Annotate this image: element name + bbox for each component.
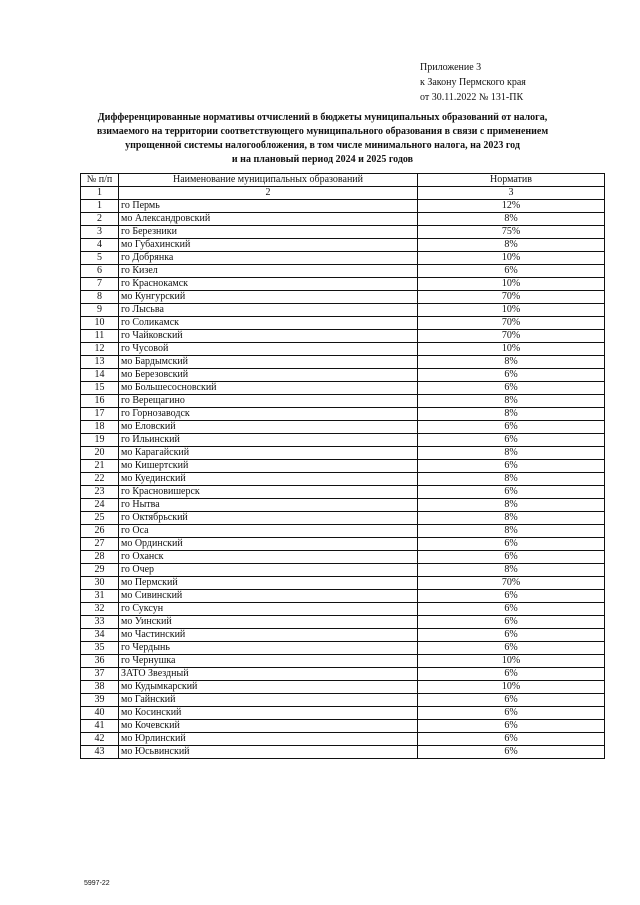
municipality-name: го Краснокамск (119, 278, 418, 291)
row-number: 36 (81, 655, 119, 668)
appendix-note (420, 60, 630, 105)
norm-value: 6% (418, 694, 605, 707)
norm-value: 6% (418, 369, 605, 382)
norm-value: 6% (418, 616, 605, 629)
row-number: 29 (81, 564, 119, 577)
row-number: 13 (81, 356, 119, 369)
municipality-name: мо Кудымкарский (119, 681, 418, 694)
table-row (81, 746, 605, 759)
row-number: 32 (81, 603, 119, 616)
norm-value: 6% (418, 642, 605, 655)
norm-value: 6% (418, 382, 605, 395)
table-row (81, 226, 605, 239)
municipality-name: мо Бардымский (119, 356, 418, 369)
row-number: 6 (81, 265, 119, 278)
table-row (81, 239, 605, 252)
norm-value: 8% (418, 213, 605, 226)
norm-value: 6% (418, 603, 605, 616)
table-row (81, 343, 605, 356)
table-row (81, 317, 605, 330)
norm-value: 10% (418, 304, 605, 317)
row-number: 15 (81, 382, 119, 395)
norm-value: 10% (418, 252, 605, 265)
table-row (81, 720, 605, 733)
appendix-law: к Закону Пермского края (420, 77, 526, 88)
norm-value: 6% (418, 421, 605, 434)
row-number: 4 (81, 239, 119, 252)
municipality-name: мо Карагайский (119, 447, 418, 460)
table-row (81, 564, 605, 577)
table-row (81, 577, 605, 590)
municipality-name: мо Пермский (119, 577, 418, 590)
municipality-name: го Верещагино (119, 395, 418, 408)
table-row (81, 733, 605, 746)
appendix-date: от 30.11.2022 № 131-ПК (420, 92, 524, 103)
row-number: 31 (81, 590, 119, 603)
column-number-1: 1 (81, 187, 119, 200)
table-row (81, 447, 605, 460)
document-title (50, 111, 595, 167)
table-row (81, 681, 605, 694)
municipality-name: мо Александровский (119, 213, 418, 226)
row-number: 28 (81, 551, 119, 564)
norm-value: 8% (418, 473, 605, 486)
norm-value: 8% (418, 525, 605, 538)
norm-value: 6% (418, 746, 605, 759)
municipality-name: го Красновишерск (119, 486, 418, 499)
table-row (81, 434, 605, 447)
municipality-name: мо Частинский (119, 629, 418, 642)
table-row (81, 512, 605, 525)
table-row (81, 213, 605, 226)
table-row (81, 252, 605, 265)
title-line-4: и на плановый период 2024 и 2025 годов (231, 154, 414, 165)
row-number: 34 (81, 629, 119, 642)
norm-value: 6% (418, 434, 605, 447)
norms-table (80, 173, 605, 759)
norm-value: 8% (418, 395, 605, 408)
row-number: 17 (81, 408, 119, 421)
table-row (81, 291, 605, 304)
table-row (81, 603, 605, 616)
row-number: 30 (81, 577, 119, 590)
municipality-name: го Оса (119, 525, 418, 538)
municipality-name: мо Кунгурский (119, 291, 418, 304)
norm-value: 70% (418, 291, 605, 304)
norm-value: 8% (418, 564, 605, 577)
table-row (81, 642, 605, 655)
table-row (81, 421, 605, 434)
row-number: 7 (81, 278, 119, 291)
row-number: 9 (81, 304, 119, 317)
municipality-name: го Лысьва (119, 304, 418, 317)
municipality-name: го Очер (119, 564, 418, 577)
table-row (81, 655, 605, 668)
row-number: 40 (81, 707, 119, 720)
norm-value: 8% (418, 356, 605, 369)
norm-value: 75% (418, 226, 605, 239)
norm-value: 12% (418, 200, 605, 213)
table-row (81, 382, 605, 395)
municipality-name: мо Сивинский (119, 590, 418, 603)
municipality-name: мо Кочевский (119, 720, 418, 733)
table-row (81, 330, 605, 343)
municipality-name: го Горнозаводск (119, 408, 418, 421)
norm-value: 10% (418, 278, 605, 291)
row-number: 24 (81, 499, 119, 512)
norm-value: 6% (418, 460, 605, 473)
norm-value: 8% (418, 447, 605, 460)
row-number: 21 (81, 460, 119, 473)
row-number: 42 (81, 733, 119, 746)
norm-value: 8% (418, 499, 605, 512)
municipality-name: мо Березовский (119, 369, 418, 382)
norm-value: 8% (418, 408, 605, 421)
column-number-2: 2 (119, 187, 418, 200)
municipality-name: мо Большесосновский (119, 382, 418, 395)
municipality-name: го Чернушка (119, 655, 418, 668)
header-municipality: Наименование муниципальных образований (119, 174, 418, 187)
row-number: 20 (81, 447, 119, 460)
municipality-name: го Оханск (119, 551, 418, 564)
norm-value: 6% (418, 538, 605, 551)
norm-value: 70% (418, 577, 605, 590)
municipality-name: го Соликамск (119, 317, 418, 330)
municipality-name: го Суксун (119, 603, 418, 616)
table-row (81, 408, 605, 421)
row-number: 41 (81, 720, 119, 733)
row-number: 23 (81, 486, 119, 499)
municipality-name: го Нытва (119, 499, 418, 512)
column-numbers-row (81, 187, 605, 200)
municipality-name: мо Юрлинский (119, 733, 418, 746)
norm-value: 8% (418, 239, 605, 252)
row-number: 27 (81, 538, 119, 551)
municipality-name: го Ильинский (119, 434, 418, 447)
table-row (81, 694, 605, 707)
row-number: 38 (81, 681, 119, 694)
norm-value: 6% (418, 720, 605, 733)
municipality-name: го Октябрьский (119, 512, 418, 525)
norm-value: 70% (418, 317, 605, 330)
table-row (81, 707, 605, 720)
table-row (81, 200, 605, 213)
row-number: 11 (81, 330, 119, 343)
row-number: 12 (81, 343, 119, 356)
table-row (81, 538, 605, 551)
norm-value: 6% (418, 629, 605, 642)
municipality-name: го Кизел (119, 265, 418, 278)
table-header-row (81, 174, 605, 187)
norm-value: 6% (418, 551, 605, 564)
table-row (81, 265, 605, 278)
row-number: 22 (81, 473, 119, 486)
table-row (81, 499, 605, 512)
municipality-name: го Добрянка (119, 252, 418, 265)
municipality-name: мо Куединский (119, 473, 418, 486)
table-body (81, 200, 605, 759)
municipality-name: го Чусовой (119, 343, 418, 356)
municipality-name: го Чердынь (119, 642, 418, 655)
table-row (81, 473, 605, 486)
header-number: № п/п (81, 174, 119, 187)
table-row (81, 525, 605, 538)
municipality-name: мо Кишертский (119, 460, 418, 473)
column-number-3: 3 (418, 187, 605, 200)
norm-value: 10% (418, 681, 605, 694)
document-code: 5997-22 (84, 880, 110, 887)
table-row (81, 356, 605, 369)
table-row (81, 590, 605, 603)
municipality-name: мо Уинский (119, 616, 418, 629)
norm-value: 8% (418, 512, 605, 525)
municipality-name: мо Гайнский (119, 694, 418, 707)
norm-value: 10% (418, 343, 605, 356)
table-row (81, 668, 605, 681)
table-row (81, 395, 605, 408)
norm-value: 6% (418, 707, 605, 720)
table-row (81, 616, 605, 629)
row-number: 33 (81, 616, 119, 629)
row-number: 26 (81, 525, 119, 538)
row-number: 19 (81, 434, 119, 447)
row-number: 10 (81, 317, 119, 330)
row-number: 43 (81, 746, 119, 759)
row-number: 8 (81, 291, 119, 304)
row-number: 2 (81, 213, 119, 226)
norm-value: 70% (418, 330, 605, 343)
norm-value: 6% (418, 733, 605, 746)
municipality-name: го Березники (119, 226, 418, 239)
row-number: 3 (81, 226, 119, 239)
table-row (81, 460, 605, 473)
norm-value: 6% (418, 265, 605, 278)
municipality-name: мо Юсьвинский (119, 746, 418, 759)
table-row (81, 551, 605, 564)
municipality-name: мо Ординский (119, 538, 418, 551)
norm-value: 6% (418, 590, 605, 603)
municipality-name: мо Еловский (119, 421, 418, 434)
norm-value: 6% (418, 668, 605, 681)
row-number: 5 (81, 252, 119, 265)
row-number: 35 (81, 642, 119, 655)
row-number: 14 (81, 369, 119, 382)
title-line-2: взимаемого на территории соответствующего муниципального образования в связи с применением (96, 126, 549, 137)
row-number: 16 (81, 395, 119, 408)
row-number: 1 (81, 200, 119, 213)
norm-value: 10% (418, 655, 605, 668)
table-row (81, 369, 605, 382)
row-number: 18 (81, 421, 119, 434)
municipality-name: го Пермь (119, 200, 418, 213)
table-row (81, 304, 605, 317)
row-number: 25 (81, 512, 119, 525)
header-norm: Норматив (418, 174, 605, 187)
table-row (81, 278, 605, 291)
row-number: 37 (81, 668, 119, 681)
appendix-number: Приложение 3 (420, 62, 482, 73)
title-line-1: Дифференцированные нормативы отчислений в бюджеты муниципальных образований от налога, (97, 112, 548, 123)
norm-value: 6% (418, 486, 605, 499)
municipality-name: мо Губахинский (119, 239, 418, 252)
title-line-3: упрощенной системы налогообложения, в том числе минимального налога, на 2023 год (125, 140, 520, 151)
municipality-name: ЗАТО Звездный (119, 668, 418, 681)
municipality-name: мо Косинский (119, 707, 418, 720)
municipality-name: го Чайковский (119, 330, 418, 343)
row-number: 39 (81, 694, 119, 707)
table-row (81, 629, 605, 642)
table-row (81, 486, 605, 499)
